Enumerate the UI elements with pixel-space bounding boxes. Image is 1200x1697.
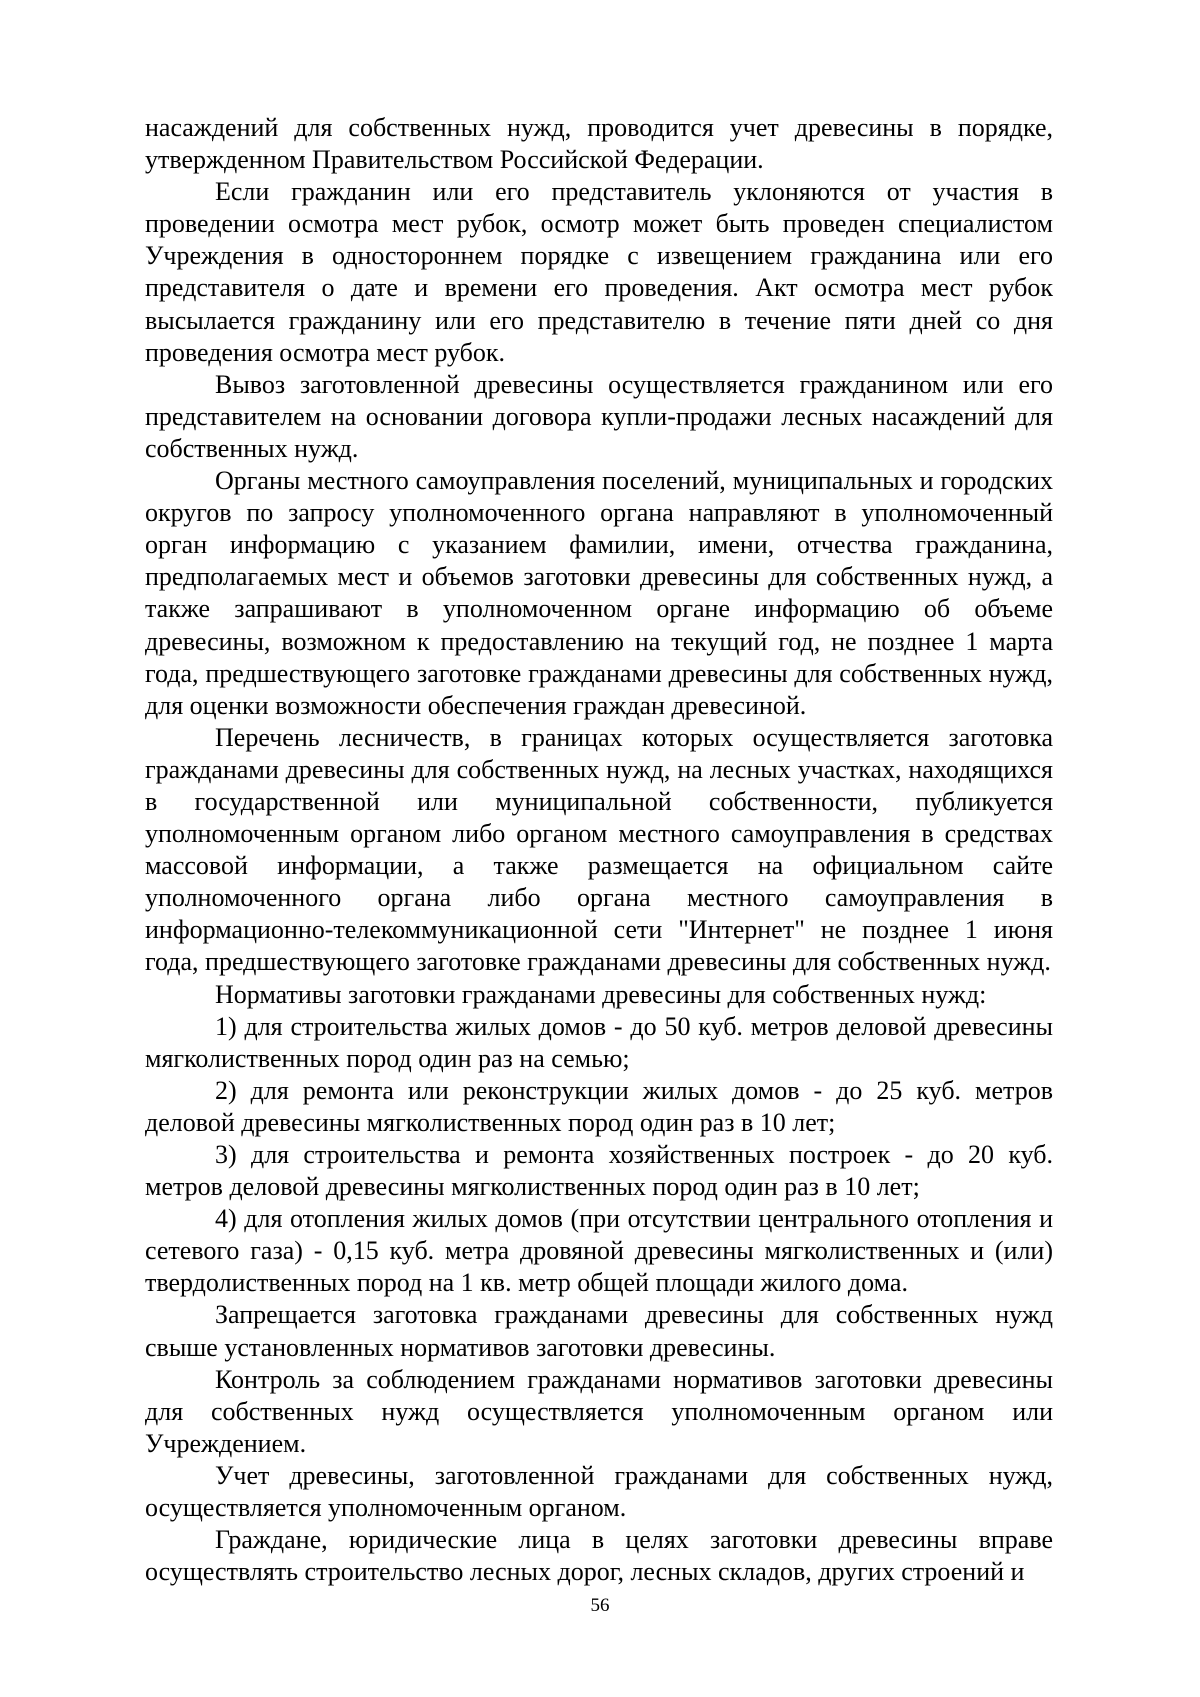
paragraph-construction: Граждане, юридические лица в целях заготовки древесины вправе осуществлять строительство лесных дорог, лесных складов, других строений и	[145, 1525, 1053, 1587]
list-item-2: 2) для ремонта или реконструкции жилых домов - до 25 куб. метров деловой древесины мягколиственных пород один раз в 10 лет;	[145, 1075, 1053, 1137]
paragraph-continuation: насаждений для собственных нужд, проводится учет древесины в порядке, утвержденном Правительством Российской Федерации.	[145, 113, 1053, 175]
body-text	[145, 112, 1053, 1588]
list-item-1: 1) для строительства жилых домов - до 50 куб. метров деловой древесины мягколиственных пород один раз на семью;	[145, 1011, 1053, 1073]
list-item-3: 3) для строительства и ремонта хозяйственных построек - до 20 куб. метров деловой древесины мягколиственных пород один раз в 10 лет;	[145, 1140, 1053, 1202]
paragraph-local-authorities: Органы местного самоуправления поселений, муниципальных и городских округов по запросу уполномоченного органа направляют в уполномоченный орган информацию с указанием фамилии, имени, отчества гражданина, предполагаемых мест и объемов заготовки древесины для собственных нужд, а также запрашивают в уполномоченном органе информацию об объеме древесины, возможном к предоставлению на текущий год, не позднее 1 марта года, предшествующего заготовке гражданами древесины для собственных нужд, для оценки возможности обеспечения граждан древесиной.	[145, 466, 1053, 720]
paragraph-forestry-list: Перечень лесничеств, в границах которых осуществляется заготовка гражданами древесины для собственных нужд, на лесных участках, находящихся в государственной или муниципальной собственности, публикуется уполномоченным органом либо органом местного самоуправления в средствах массовой информации, а также размещается на официальном сайте уполномоченного органа либо органа местного самоуправления в информационно-телекоммуникационной сети "Интернет" не позднее 1 июня года, предшествующего заготовке гражданами древесины для собственных нужд.	[145, 722, 1053, 977]
paragraph-prohibition: Запрещается заготовка гражданами древесины для собственных нужд свыше установленных нормативов заготовки древесины.	[145, 1300, 1053, 1362]
page-number: 56	[590, 1595, 610, 1616]
list-item-4: 4) для отопления жилых домов (при отсутствии центрального отопления и сетевого газа) - 0,15 куб. метра дровяной древесины мягколиственных и (или) твердолиственных пород на 1 кв. метр общей площади жилого дома.	[145, 1204, 1053, 1298]
paragraph-accounting: Учет древесины, заготовленной гражданами для собственных нужд, осуществляется уполномоченным органом.	[145, 1460, 1053, 1523]
paragraph-norms-heading: Нормативы заготовки гражданами древесины для собственных нужд:	[215, 979, 987, 1009]
paragraph-removal: Вывоз заготовленной древесины осуществляется гражданином или его представителем на основании договора купли-продажи лесных насаждений для собственных нужд.	[145, 369, 1053, 463]
paragraph-inspection: Если гражданин или его представитель уклоняются от участия в проведении осмотра мест рубок, осмотр может быть проведен специалистом Учреждения в одностороннем порядке с извещением гражданина или его представителя о дате и времени его проведения. Акт осмотра мест рубок высылается гражданину или его представителю в течение пяти дней со дня проведения осмотра мест рубок.	[145, 177, 1053, 367]
paragraph-control: Контроль за соблюдением гражданами нормативов заготовки древесины для собственных нужд осуществляется уполномоченным органом или Учреждением.	[145, 1364, 1053, 1458]
